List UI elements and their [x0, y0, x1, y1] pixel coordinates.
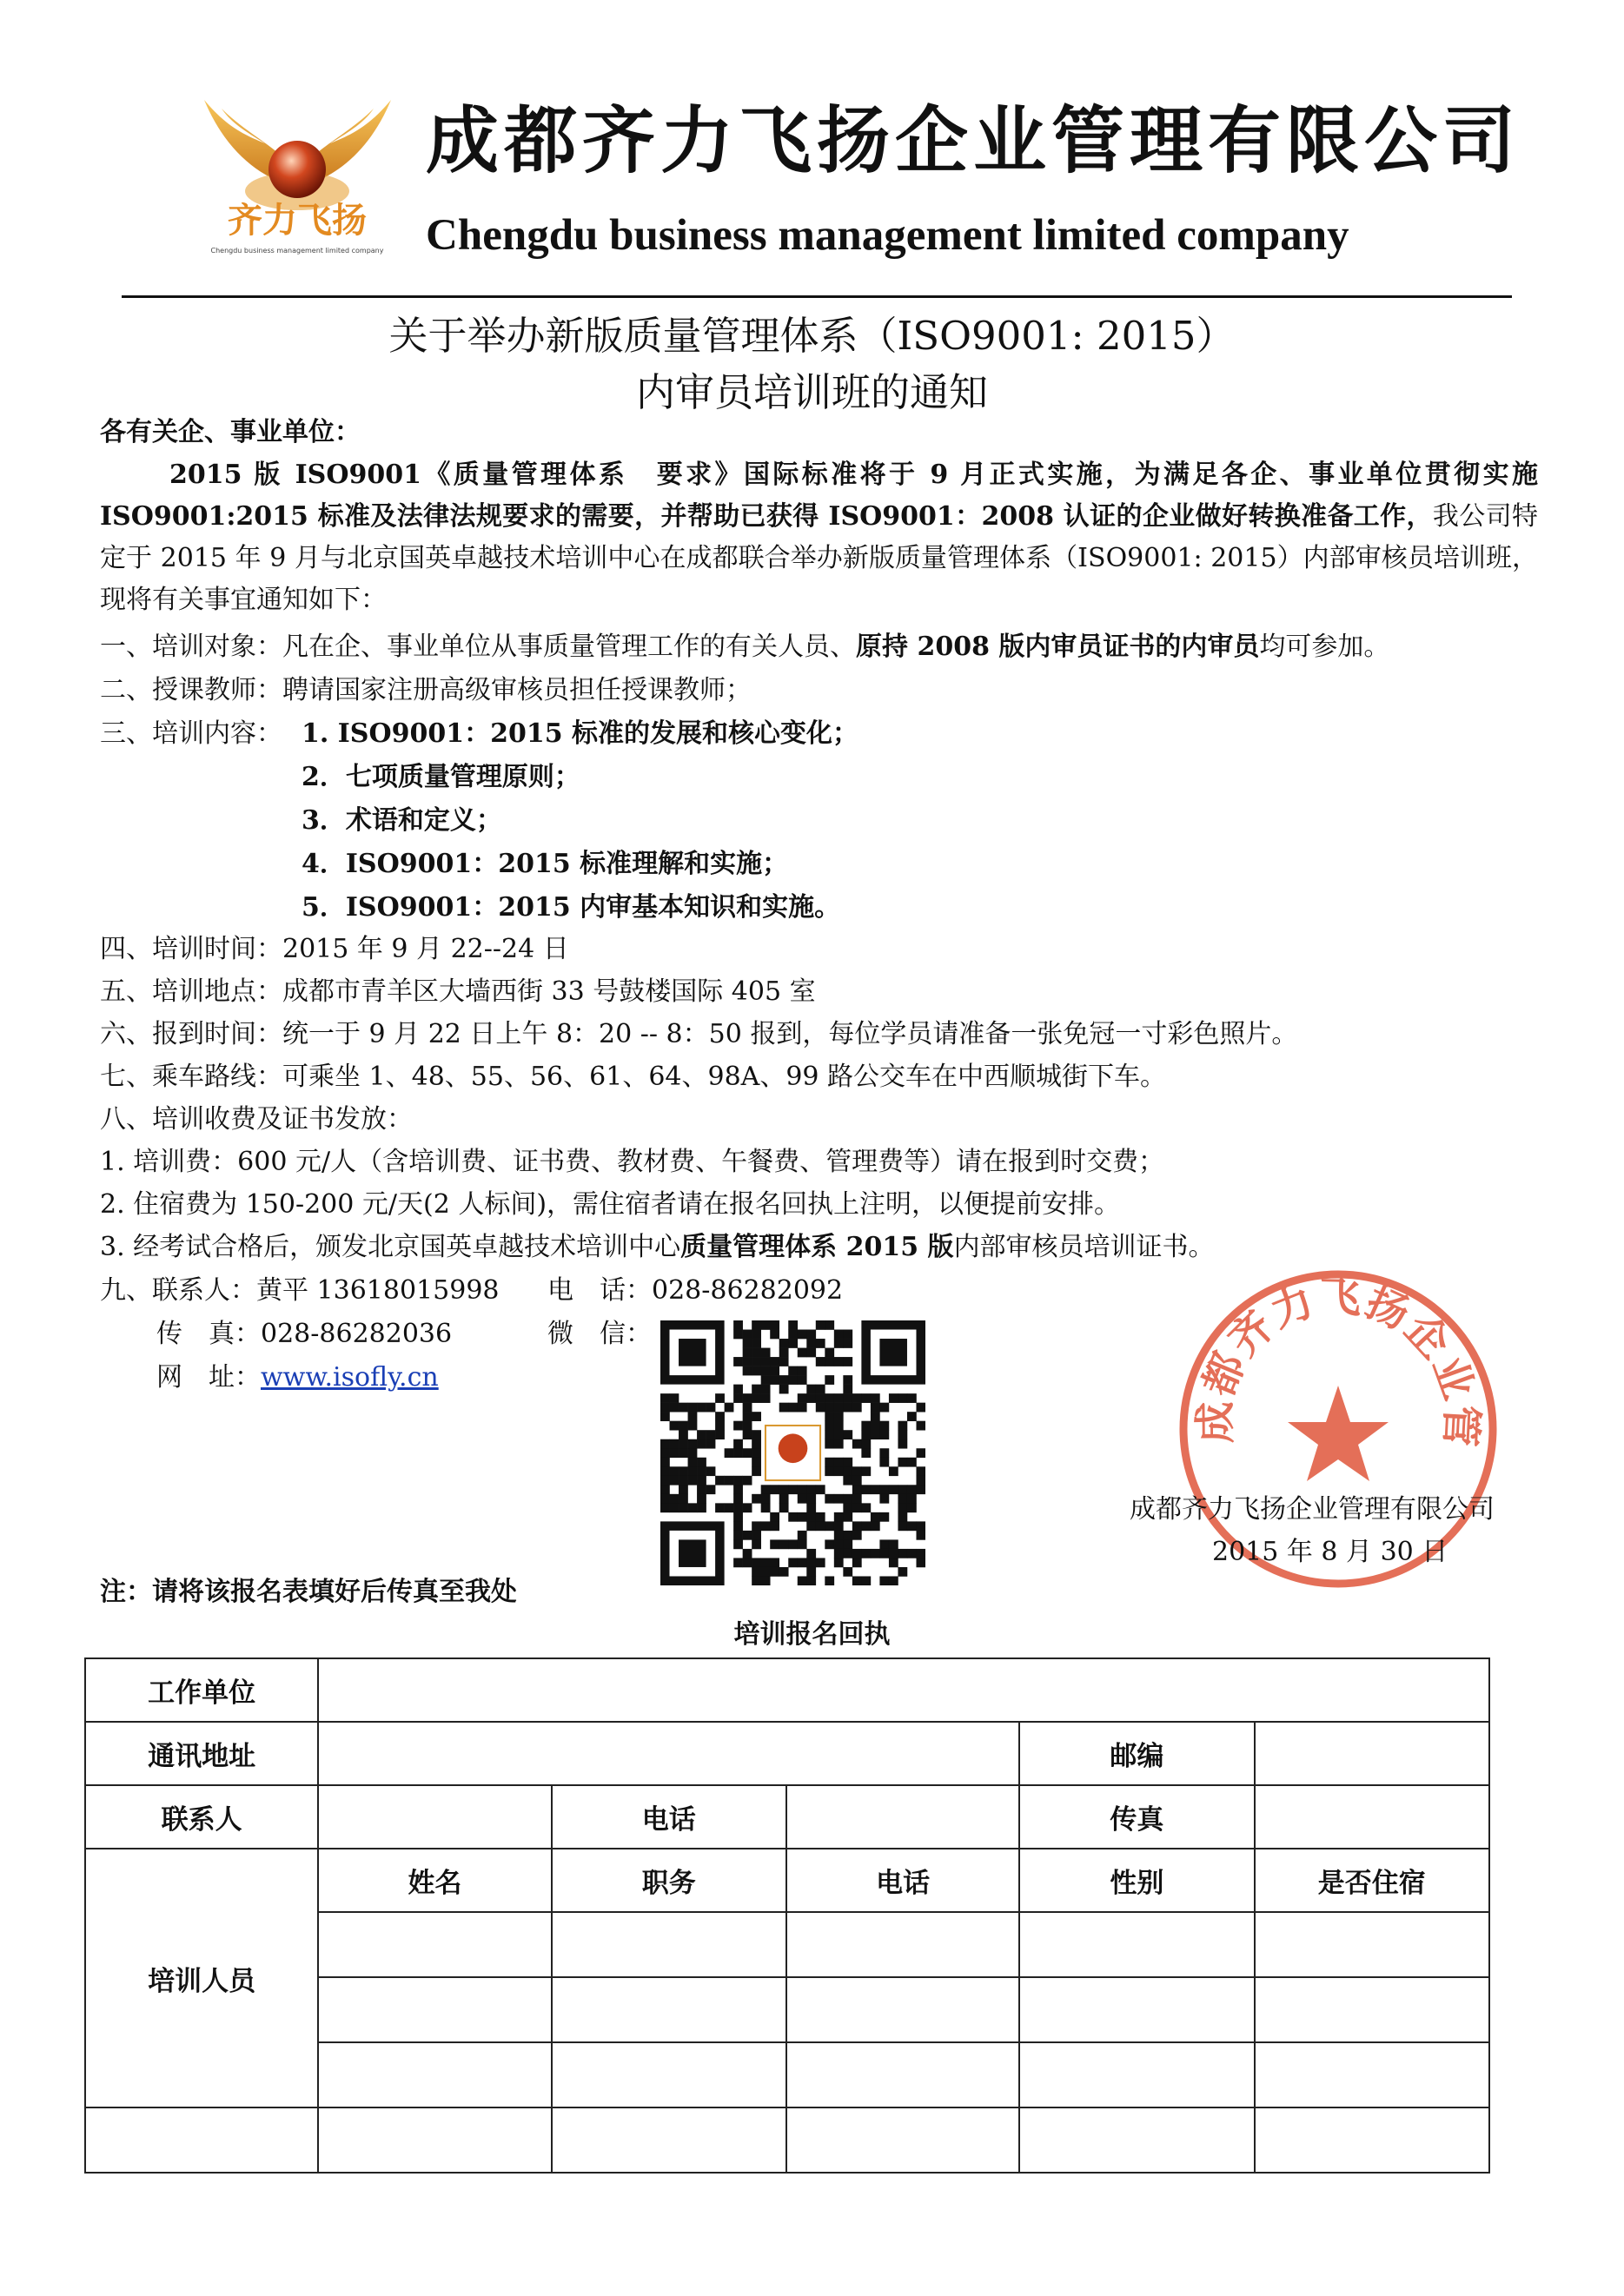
col-position: 职务 [552, 1849, 786, 1912]
notice-title-line1: 关于举办新版质量管理体系（ISO9001: 2015） [388, 313, 1236, 359]
fax-note: 注：请将该报名表填好后传真至我处 [100, 1577, 517, 1607]
wechat-label: 微 信： [547, 1319, 652, 1349]
fee-line-3-c: 内部审核员培训证书。 [953, 1232, 1215, 1262]
col-accommodation: 是否住宿 [1255, 1849, 1489, 1912]
fax-label-cell: 传真 [1019, 1785, 1254, 1849]
contact-person: 黄平 13618015998 [256, 1275, 500, 1306]
trainee-cell[interactable] [318, 2042, 551, 2107]
item-target-bold: 原持 2008 版内审员证书的内审员 [856, 632, 1260, 662]
content-point-3: 3．术语和定义； [302, 805, 502, 836]
table-row [85, 1785, 1489, 1849]
contact-person-row [100, 1274, 500, 1308]
intro-paragraph [100, 454, 1538, 621]
company-logo [191, 83, 404, 282]
logo-subtext: Chengdu business management limited company [210, 247, 384, 255]
extra-cell[interactable] [1019, 2107, 1254, 2173]
trainee-cell[interactable] [786, 1977, 1019, 2042]
fax-input[interactable] [1255, 1785, 1489, 1849]
extra-cell[interactable] [786, 2107, 1019, 2173]
item-route-label: 七、乘车路线： [100, 1062, 282, 1092]
item-target-tail: 均可参加。 [1259, 632, 1390, 662]
item-teacher [100, 673, 752, 708]
phone-label: 电话 [552, 1785, 786, 1849]
item-registration [100, 1017, 1297, 1052]
content-point-4: 4．ISO9001：2015 标准理解和实施； [302, 849, 789, 879]
trainee-cell[interactable] [318, 1977, 551, 2042]
work-unit-input[interactable] [318, 1658, 1489, 1722]
fax-number: 028-86282036 [261, 1319, 453, 1349]
postcode-label: 邮编 [1019, 1722, 1254, 1785]
company-name-cn: 成都齐力飞扬企业管理有限公司 [426, 97, 1521, 183]
item-registration-text: 统一于 9 月 22 日上午 8：20 -- 8：50 报到，每位学员请准备一张免冠一寸彩色照片。 [282, 1019, 1298, 1049]
contact-person-input[interactable] [318, 1785, 551, 1849]
trainee-cell[interactable] [552, 1912, 786, 1977]
intro-bold: 2015 版 ISO9001《质量管理体系 要求》国际标准将于 9 月正式实施，为满足各企、事业单位贯彻实施 ISO9001:2015 标准及法律法规要求的需要，并帮助已获得 ISO9001：2008 认证的企业做好转换准备工作， [100, 460, 1538, 532]
extra-cell[interactable] [85, 2107, 318, 2173]
item-teacher-text: 聘请国家注册高级审核员担任授课教师； [282, 675, 752, 705]
wechat-qr-code [660, 1320, 925, 1585]
fax-label: 传 真： [156, 1319, 261, 1349]
seal-star-icon [1288, 1386, 1389, 1481]
item-place-label: 五、培训地点： [100, 976, 282, 1007]
intro-normal: 我公司特定于 2015 年 9 月与北京国英卓越技术培训中心在成都联合举办新版质量管理体系（ISO9001: 2015）内部审核员培训班，现将有关事宜通知如下： [100, 501, 1538, 615]
col-name: 姓名 [318, 1849, 551, 1912]
trainee-cell[interactable] [318, 1912, 551, 1977]
item-registration-label: 六、报到时间： [100, 1019, 282, 1049]
trainees-label: 培训人员 [85, 1849, 318, 2107]
item-route-text: 可乘坐 1、48、55、56、61、64、98A、99 路公交车在中西顺城街下车。 [282, 1062, 1167, 1092]
fee-line-2: 2. 住宿费为 150-200 元/天(2 人标间)，需住宿者请在报名回执上注明，以便提前安排。 [100, 1189, 1121, 1220]
address-input[interactable] [318, 1722, 1019, 1785]
phone-input[interactable] [786, 1785, 1019, 1849]
trainee-cell[interactable] [552, 2042, 786, 2107]
form-title: 培训报名回执 [733, 1619, 891, 1650]
seal-text: 成都齐力飞扬企业管 [1190, 1273, 1487, 1450]
fee-line-3-a: 3. 经考试合格后，颁发北京国英卓越技术培训中心 [100, 1232, 681, 1262]
content-point-1: 1. ISO9001：2015 标准的发展和核心变化； [302, 718, 859, 749]
website-link[interactable]: www.isofly.cn [261, 1362, 439, 1393]
fee-line-1: 1. 培训费：600 元/人（含培训费、证书费、教材费、午餐费、管理费等）请在报到时交费； [100, 1147, 1165, 1177]
contact-fax-row [156, 1317, 452, 1352]
item-time [100, 932, 569, 967]
header-divider [122, 295, 1512, 298]
item-content-label: 三、培训内容： [100, 718, 282, 749]
trainee-cell[interactable] [1255, 1912, 1489, 1977]
table-row [85, 2107, 1489, 2173]
table-row [85, 1722, 1489, 1785]
salutation: 各有关企、事业单位： [100, 417, 361, 447]
table-row [85, 1658, 1489, 1722]
signature-date: 2015 年 8 月 30 日 [1212, 1537, 1448, 1567]
contact-label: 九、联系人： [100, 1275, 256, 1306]
trainee-cell[interactable] [786, 1912, 1019, 1977]
item-place [100, 975, 816, 1009]
table-row [85, 1849, 1489, 1912]
contact-tel-row [547, 1274, 843, 1308]
fee-line-3-bold: 质量管理体系 2015 版 [680, 1232, 954, 1262]
work-unit-label: 工作单位 [85, 1658, 318, 1722]
item-target-text: 凡在企、事业单位从事质量管理工作的有关人员、 [282, 632, 856, 662]
content-point-5: 5．ISO9001：2015 内审基本知识和实施。 [302, 892, 841, 923]
item-time-text: 2015 年 9 月 22--24 日 [282, 934, 569, 964]
signature-company: 成都齐力飞扬企业管理有限公司 [1130, 1494, 1495, 1525]
tel-number: 028-86282092 [652, 1275, 844, 1306]
registration-form-table [84, 1657, 1490, 2174]
extra-cell[interactable] [318, 2107, 551, 2173]
col-gender: 性别 [1019, 1849, 1254, 1912]
extra-cell[interactable] [552, 2107, 786, 2173]
company-name-en: Chengdu business management limited company [426, 211, 1349, 260]
contact-web-row [156, 1360, 439, 1395]
trainee-cell[interactable] [1255, 2042, 1489, 2107]
col-phone: 电话 [786, 1849, 1019, 1912]
contact-person-label: 联系人 [85, 1785, 318, 1849]
logo-text: 齐力飞扬 [228, 201, 367, 241]
tel-label: 电 话： [547, 1275, 652, 1306]
trainee-cell[interactable] [1019, 1977, 1254, 2042]
address-label: 通讯地址 [85, 1722, 318, 1785]
trainee-cell[interactable] [786, 2042, 1019, 2107]
web-label: 网 址： [156, 1362, 261, 1393]
item-place-text: 成都市青羊区大墙西街 33 号鼓楼国际 405 室 [282, 976, 816, 1007]
content-point-2: 2．七项质量管理原则； [302, 762, 580, 792]
item-target-label: 一、培训对象： [100, 632, 282, 662]
notice-title-line2: 内审员培训班的通知 [635, 369, 988, 415]
item-time-label: 四、培训时间： [100, 934, 282, 964]
item-target [100, 630, 1389, 665]
extra-cell[interactable] [1255, 2107, 1489, 2173]
trainee-cell[interactable] [1019, 1912, 1254, 1977]
trainee-cell[interactable] [1255, 1977, 1489, 2042]
item-teacher-label: 二、授课教师： [100, 675, 282, 705]
postcode-input[interactable] [1255, 1722, 1489, 1785]
trainee-cell[interactable] [552, 1977, 786, 2042]
fee-line-3 [100, 1230, 1215, 1265]
item-route [100, 1060, 1166, 1095]
item-fees-label: 八、培训收费及证书发放： [100, 1104, 413, 1135]
trainee-cell[interactable] [1019, 2042, 1254, 2107]
